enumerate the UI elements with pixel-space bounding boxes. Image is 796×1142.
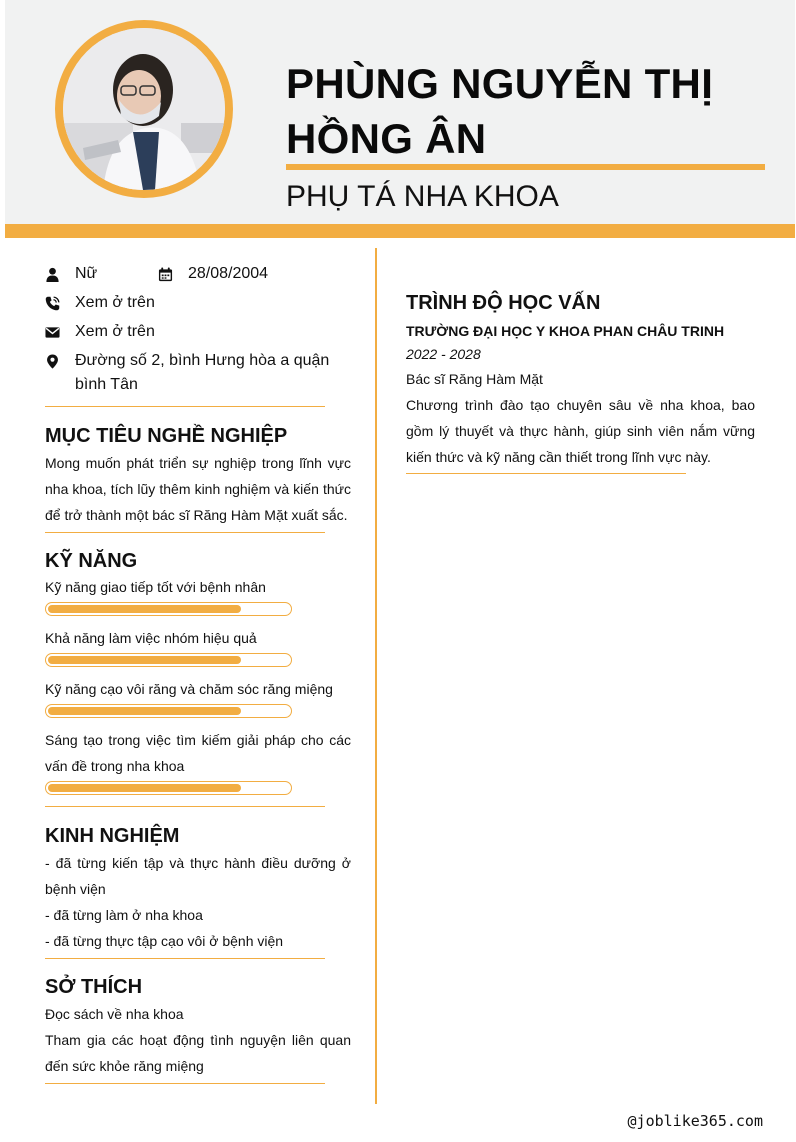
skill-bar <box>45 602 292 616</box>
skill-bar <box>45 781 292 795</box>
skill-item <box>45 727 351 795</box>
hobby-item: Tham gia các hoạt động tình nguyện liên quan đến sức khỏe răng miệng <box>45 1032 351 1074</box>
skill-label: Sáng tạo trong việc tìm kiếm giải pháp cho các vấn đề trong nha khoa <box>45 732 351 774</box>
phone-row <box>45 291 351 315</box>
objective-text: Mong muốn phát triển sự nghiệp trong lĩnh vực nha khoa, tích lũy thêm kinh nghiệm và kiến thức để trở thành một bác sĩ Răng Hàm Mặt xuất sắc. <box>45 455 351 523</box>
experience-item: - đã từng làm ở nha khoa <box>45 907 203 923</box>
skill-bar <box>45 653 292 667</box>
section-divider <box>406 473 686 474</box>
footer-watermark: @joblike365.com <box>627 1112 763 1130</box>
education-period: 2022 - 2028 <box>406 346 481 362</box>
skill-label: Kỹ năng cạo vôi răng và chăm sóc răng miệng <box>45 681 333 697</box>
gender-item <box>45 262 145 286</box>
experience-item: - đã từng kiến tập và thực hành điều dưỡng ở bệnh viện <box>45 855 351 897</box>
hobby-item: Đọc sách về nha khoa <box>45 1006 184 1022</box>
skills-title: KỸ NĂNG <box>45 550 138 572</box>
dob-item <box>158 262 268 286</box>
experience-section <box>45 823 351 954</box>
location-pin-icon <box>45 349 61 373</box>
objective-title: MỤC TIÊU NGHỀ NGHIỆP <box>45 425 288 447</box>
header-accent-bar <box>5 224 795 238</box>
profile-photo-illustration <box>63 28 225 190</box>
experience-item: - đã từng thực tập cạo vôi ở bệnh viện <box>45 933 284 949</box>
section-divider <box>45 406 325 407</box>
email-value: Xem ở trên <box>75 323 155 340</box>
hobbies-title: SỞ THÍCH <box>45 976 143 998</box>
skill-item <box>45 676 351 718</box>
phone-icon <box>45 291 61 315</box>
skill-item <box>45 625 351 667</box>
skill-item <box>45 574 351 616</box>
address-value: Đường số 2, bình Hưng hòa a quận bình Tân <box>75 352 330 393</box>
name-underline <box>286 164 765 170</box>
gender-value: Nữ <box>75 265 98 282</box>
job-title: PHỤ TÁ NHA KHOA <box>286 180 559 213</box>
avatar <box>55 20 233 198</box>
skill-bar-fill <box>48 707 241 715</box>
education-degree: Bác sĩ Răng Hàm Mặt <box>406 371 543 387</box>
skills-section <box>45 548 351 795</box>
dob-value: 28/08/2004 <box>188 265 269 282</box>
hobbies-section <box>45 974 351 1079</box>
address-row <box>45 349 351 397</box>
profile-photo <box>63 28 225 190</box>
skill-label: Kỹ năng giao tiếp tốt với bệnh nhân <box>45 579 266 595</box>
education-description: Chương trình đào tạo chuyên sâu về nha khoa, bao gồm lý thuyết và thực hành, giúp sinh viên nắm vững kiến thức và kỹ năng cần thiết trong lĩnh vực này. <box>406 397 755 465</box>
skill-label: Khả năng làm việc nhóm hiệu quả <box>45 630 257 646</box>
gender-dob-row <box>45 262 351 286</box>
section-divider <box>45 806 325 807</box>
mail-icon <box>45 320 61 344</box>
section-divider <box>45 1083 325 1084</box>
column-divider <box>375 248 377 1104</box>
calendar-icon <box>158 262 174 286</box>
school-name: TRƯỜNG ĐẠI HỌC Y KHOA PHAN CHÂU TRINH <box>406 323 725 339</box>
phone-value: Xem ở trên <box>75 294 155 311</box>
experience-title: KINH NGHIỆM <box>45 825 180 847</box>
skill-bar <box>45 704 292 718</box>
user-icon <box>45 262 61 286</box>
email-row <box>45 320 351 344</box>
skill-bar-fill <box>48 605 241 613</box>
skill-bar-fill <box>48 656 241 664</box>
section-divider <box>45 958 325 959</box>
section-divider <box>45 532 325 533</box>
right-column <box>406 290 755 474</box>
skill-bar-fill <box>48 784 241 792</box>
objective-section <box>45 423 351 528</box>
left-column <box>45 262 351 1084</box>
candidate-name: PHÙNG NGUYỄN THỊ HỒNG ÂN <box>286 60 714 162</box>
education-title: TRÌNH ĐỘ HỌC VẤN <box>406 292 601 314</box>
